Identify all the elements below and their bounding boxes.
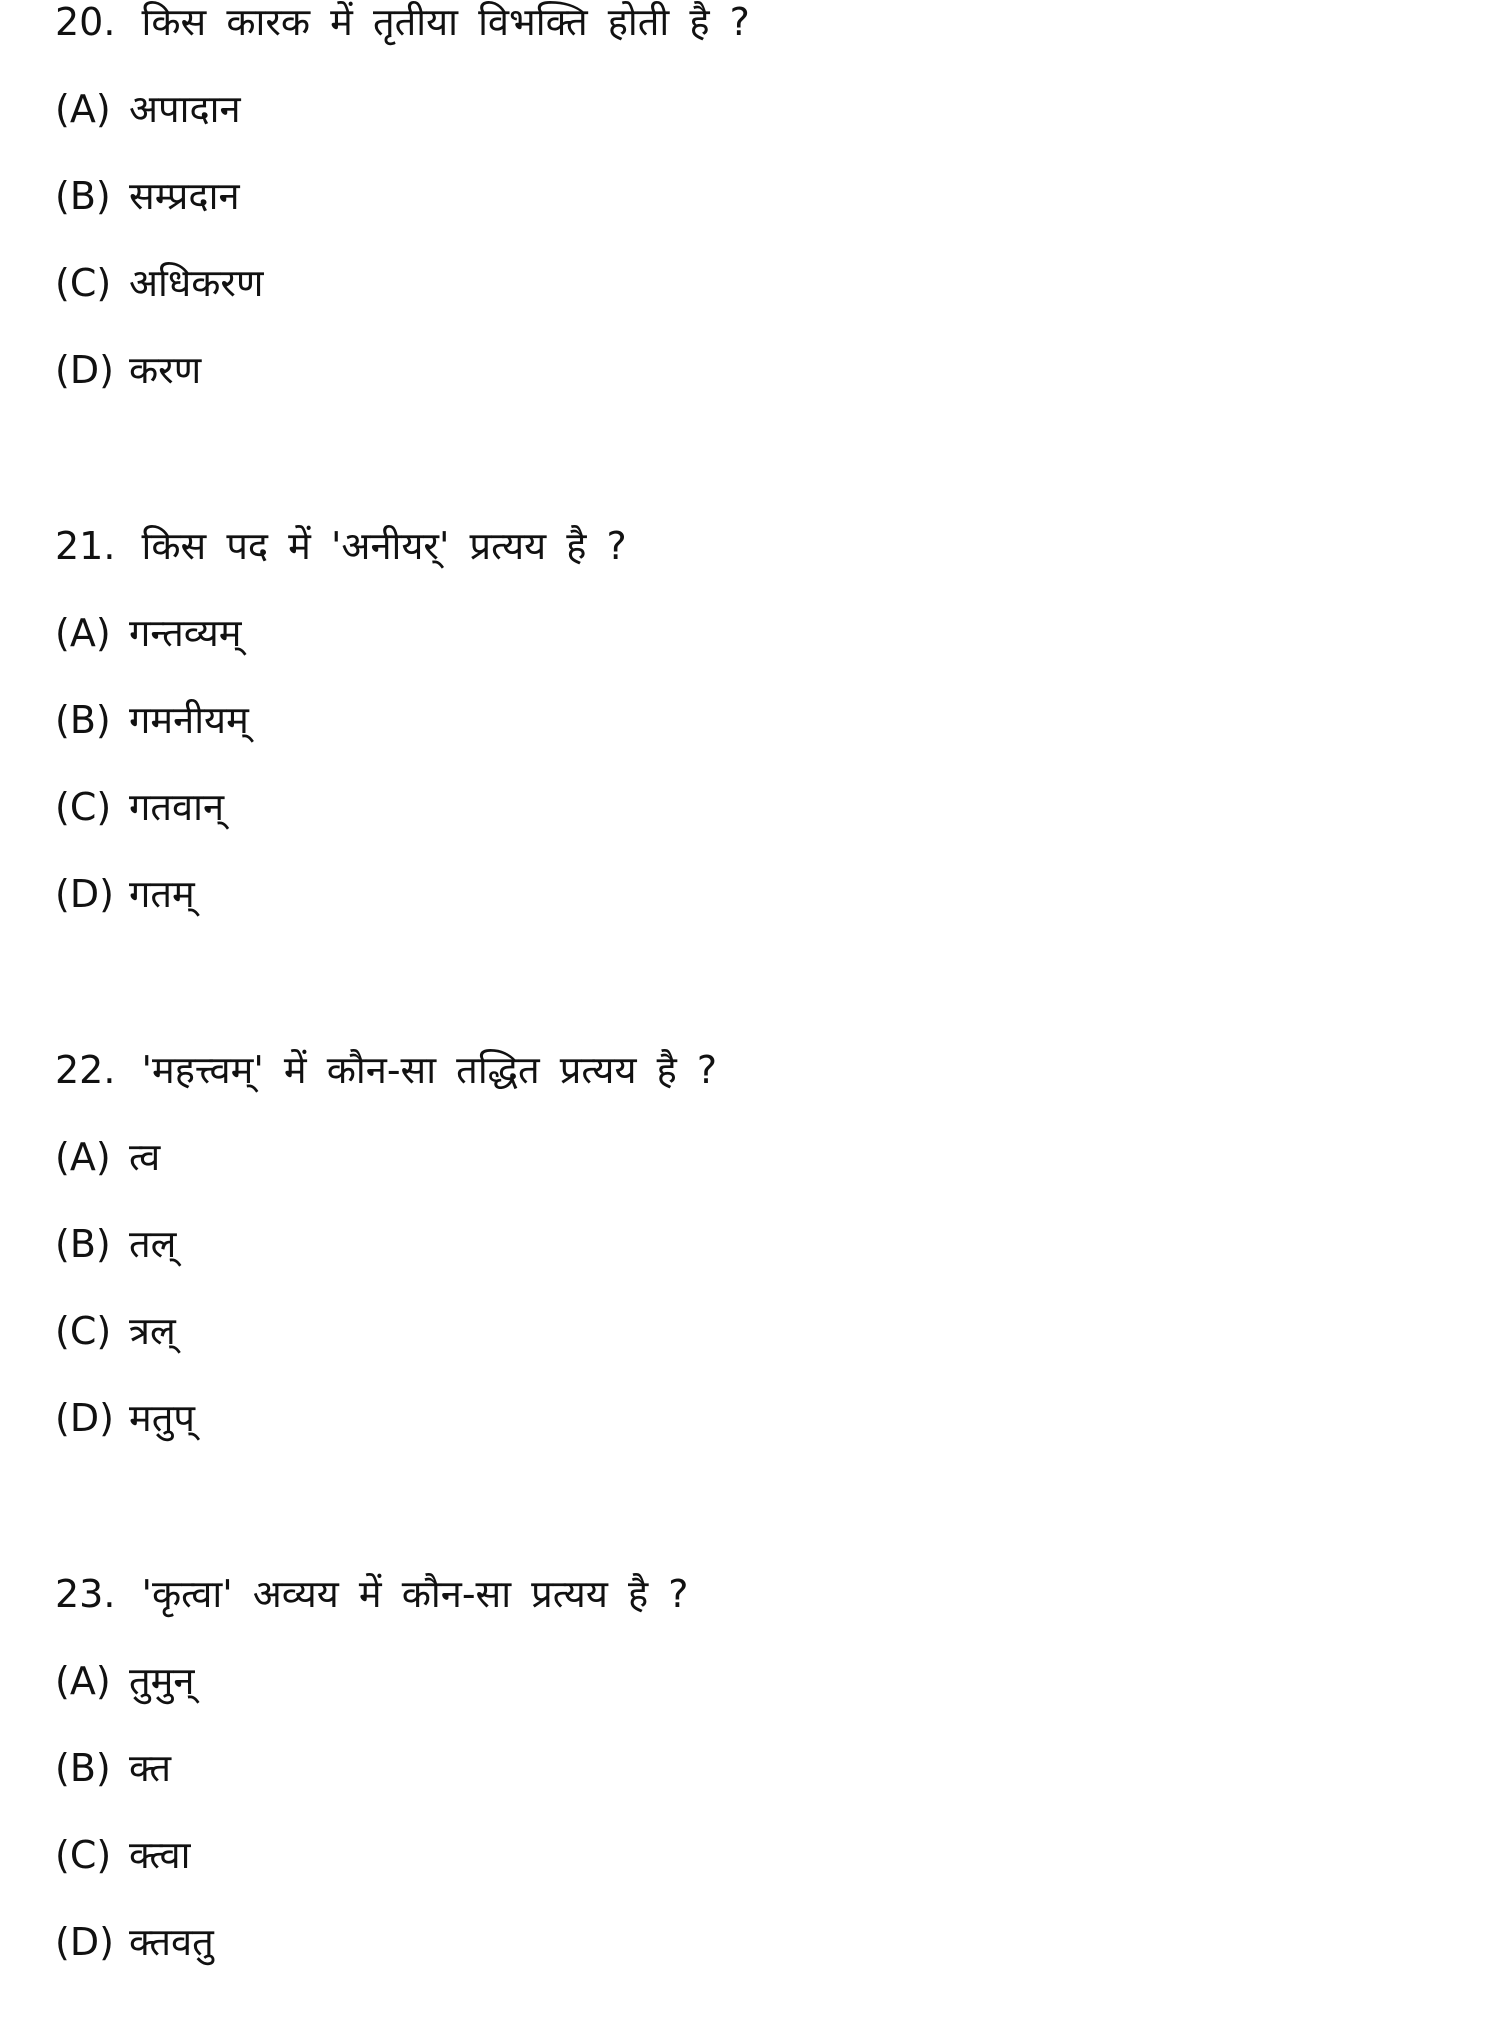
option-text: सम्प्रदान (129, 174, 240, 218)
option-b (55, 690, 249, 750)
question-number: 21. (55, 524, 116, 568)
option-c (55, 1301, 176, 1361)
question-number: 23. (55, 1572, 116, 1616)
option-letter: (A) (55, 1135, 111, 1179)
option-letter: (B) (55, 174, 111, 218)
option-letter: (B) (55, 1222, 111, 1266)
question-stem (55, 516, 627, 576)
option-a (55, 79, 241, 139)
option-letter: (D) (55, 872, 114, 916)
option-d (55, 340, 201, 400)
option-letter: (D) (55, 1396, 114, 1440)
option-text: अधिकरण (129, 261, 264, 305)
option-d (55, 1912, 214, 1972)
option-text: करण (129, 348, 202, 392)
option-letter: (A) (55, 1659, 111, 1703)
option-b (55, 1738, 171, 1798)
option-text: अपादान (129, 87, 241, 131)
option-letter: (C) (55, 785, 112, 829)
option-letter: (C) (55, 1833, 112, 1877)
option-text: गमनीयम् (129, 698, 249, 742)
option-a (55, 1651, 194, 1711)
option-letter: (D) (55, 348, 114, 392)
option-b (55, 166, 240, 226)
option-b (55, 1214, 176, 1274)
question-text: 'कृत्वा' अव्यय में कौन-सा प्रत्यय है ? (141, 1572, 689, 1616)
option-text: गतवान् (129, 785, 225, 829)
option-text: क्त (129, 1746, 172, 1790)
option-letter: (A) (55, 611, 111, 655)
option-a (55, 1127, 160, 1187)
option-d (55, 864, 195, 924)
option-c (55, 777, 224, 837)
option-text: क्तवतु (129, 1920, 214, 1964)
option-letter: (A) (55, 87, 111, 131)
option-c (55, 1825, 190, 1885)
option-text: तुमुन् (129, 1659, 195, 1703)
option-letter: (B) (55, 698, 111, 742)
option-a (55, 603, 242, 663)
question-text: किस पद में 'अनीयर्' प्रत्यय है ? (141, 524, 627, 568)
option-text: त्व (129, 1135, 161, 1179)
question-stem (55, 1040, 717, 1100)
option-c (55, 253, 263, 313)
question-text: किस कारक में तृतीया विभक्ति होती है ? (141, 0, 750, 44)
option-text: क्त्वा (129, 1833, 191, 1877)
option-text: त्रल् (129, 1309, 176, 1353)
option-letter: (C) (55, 261, 112, 305)
option-text: गन्तव्यम् (129, 611, 242, 655)
question-number: 22. (55, 1048, 116, 1092)
option-d (55, 1388, 195, 1448)
question-stem (55, 0, 750, 52)
option-text: गतम् (129, 872, 195, 916)
question-number: 20. (55, 0, 116, 44)
option-text: मतुप् (129, 1396, 195, 1440)
option-letter: (B) (55, 1746, 111, 1790)
option-text: तल् (129, 1222, 177, 1266)
option-letter: (C) (55, 1309, 112, 1353)
question-stem (55, 1564, 688, 1624)
question-text: 'महत्त्वम्' में कौन-सा तद्धित प्रत्यय है ? (141, 1048, 717, 1092)
option-letter: (D) (55, 1920, 114, 1964)
